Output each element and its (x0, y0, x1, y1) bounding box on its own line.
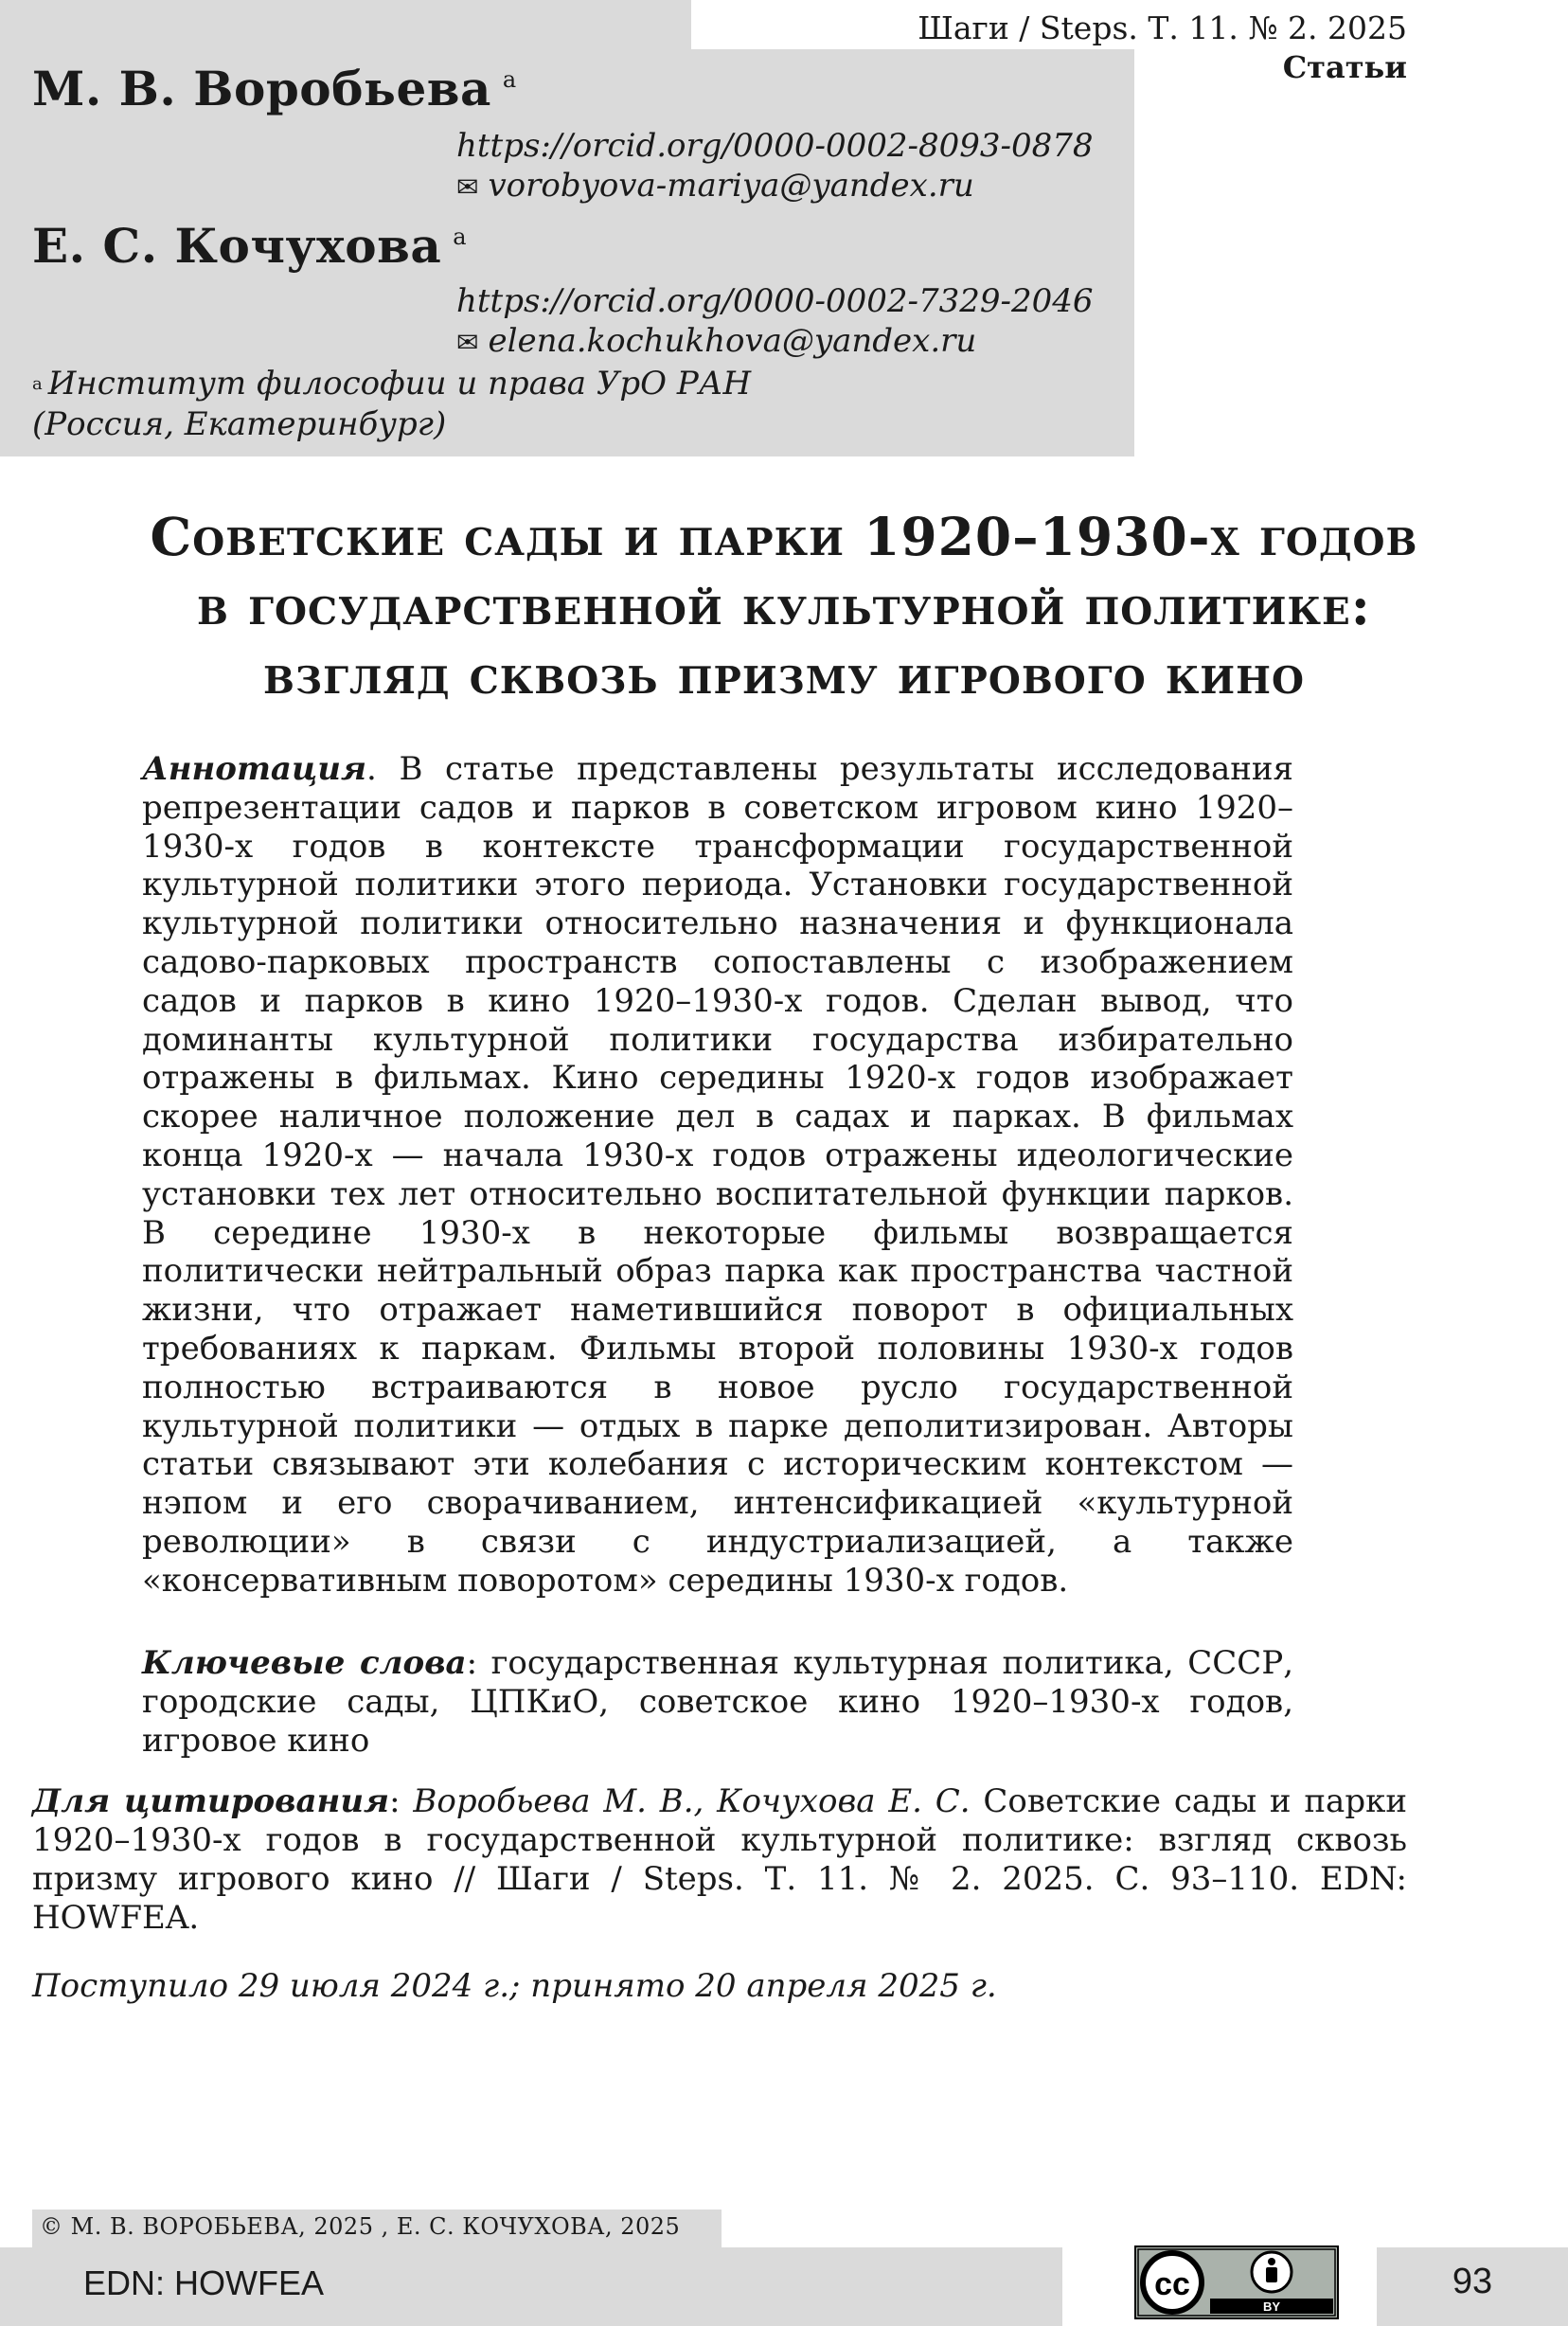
page-number: 93 (1452, 2262, 1493, 2301)
title-line-1: Советские сады и парки 1920–1930-х годов (150, 506, 1418, 567)
keywords: Ключевые слова: государственная культурная политика, СССР, городские сады, ЦПКиО, советское кино 1920–1930-х годов, игровое кино (142, 1644, 1293, 1760)
author-orcid-2[interactable]: https://orcid.org/0000-0002-7329-2046 (456, 282, 1094, 320)
envelope-icon: ✉ (456, 327, 479, 358)
license-text: BY (1262, 2299, 1281, 2314)
svg-text:cc: cc (1154, 2266, 1190, 2302)
envelope-icon: ✉ (456, 171, 479, 203)
abstract: Аннотация. В статье представлены результаты исследования репрезентации садов и парков в советском игровом кино 1920–1930-х годов в контексте трансформации государственной культурной политики этого периода. Установки государственной культурной политики относительно назначения и функционала садово-парковых пространств сопоставлены с изображением садов и парков в кино 1920–1930-х годов. Сделан вывод, что доминанты культурной политики государства избирательно отражены в фильмах. Кино середины 1920-х годов изображает скорее наличное положение дел в садах и парках. В фильмах конца 1920-х — начала 1930-х годов отражены идеологические установки тех лет относительно воспитательной функции парков. В середине 1930-х в некоторые фильмы возвращается политически нейтральный образ парка как пространства частной жизни, что отражает наметившийся поворот в официальных требованиях к паркам. Фильмы второй половины 1930-х годов полностью встраиваются в новое русло государственной культурной политики — отдых в парке деполитизирован. Авторы статьи связывают эти колебания с историческим контекстом — нэпом и его сворачиванием, интенсификацией «культурной революции» в связи с индустриализацией, а также «консервативным поворотом» середины 1930-х годов. (142, 750, 1294, 1600)
article-title (0, 502, 1568, 709)
citation-authors: Воробьева М. В., Кочухова Е. С. (413, 1782, 971, 1820)
cc-by-icon[interactable] (1134, 2245, 1339, 2319)
author-email-2[interactable]: ✉ elena.kochukhova@yandex.ru (456, 322, 977, 360)
citation-text: Советские сады и парки 1920–1930-х годов в государственной культурной политике: взгляд сквозь призму игрового кино // Шаги / Steps. Т. 11. № 2. 2025. С. 93–110. EDN: HOWFEA. (32, 1782, 1408, 1937)
abstract-text: В статье представлены результаты исследования репрезентации садов и парков в советском игровом кино 1920–1930-х годов в контексте трансформации государственной культурной политики этого периода. Установки государственной культурной политики относительно назначения и функционала садово-парковых пространств сопоставлены с изображением садов и парков в кино 1920–1930-х годов. Сделан вывод, что доминанты культурной политики государства избирательно отражены в фильмах. Кино середины 1920-х годов изображает скорее наличное положение дел в садах и парках. В фильмах конца 1920-х — начала 1930-х годов отражены идеологические установки тех лет относительно воспитательной функции парков. В середине 1930-х в некоторые фильмы возвращается политически нейтральный образ парка как пространства частной жизни, что отражает наметившийся поворот в официальных требованиях к паркам. Фильмы второй половины 1930-х годов полностью встраиваются в новое русло государственной культурной политики — отдых в парке деполитизирован. Авторы статьи связывают эти колебания с историческим контекстом — нэпом и его сворачиванием, интенсификацией «культурной революции» в связи с индустриализацией, а также «консервативным поворотом» середины 1930-х годов. (142, 750, 1294, 1600)
copyright: © М. В. ВОРОБЬЕВА, 2025 , Е. С. КОЧУХОВА, 2025 (40, 2213, 681, 2240)
title-line-3: взгляд сквозь призму игрового кино (263, 644, 1305, 706)
citation-label: Для цитирования (32, 1782, 390, 1820)
author-name-2: Е. С. Кочухова $^a$ (32, 218, 468, 274)
author-orcid-1[interactable]: https://orcid.org/0000-0002-8093-0878 (456, 127, 1094, 165)
affiliation: $^a$ Институт философии и права УрО РАН (Россия, Екатеринбург) (32, 365, 752, 443)
author-email-1[interactable]: ✉ vorobyova-mariya@yandex.ru (456, 167, 974, 205)
keywords-text: государственная культурная политика, СССР, городские сады, ЦПКиО, советское кино 1920–1930-х годов, игровое кино (142, 1644, 1293, 1760)
header-strip (0, 0, 691, 49)
edn: EDN: HOWFEA (83, 2263, 325, 2302)
abstract-label: Аннотация (142, 750, 367, 788)
author-name-1: М. В. Воробьева $^a$ (32, 61, 517, 116)
citation: Для цитирования: Воробьева М. В., Кочухова Е. С. Советские сады и парки 1920–1930-х годов в государственной культурной политике: взгляд сквозь призму игрового кино // Шаги / Steps. Т. 11. № 2. 2025. С. 93–110. EDN: HOWFEA. (32, 1782, 1408, 1937)
section-label: Статьи (1282, 49, 1407, 85)
received-dates: Поступило 29 июля 2024 г.; принято 20 апреля 2025 г. (32, 1967, 997, 2005)
journal-info: Шаги / Steps. Т. 11. № 2. 2025 (918, 9, 1407, 46)
keywords-label: Ключевые слова (142, 1644, 467, 1682)
title-line-2: в государственной культурной политике: (196, 575, 1371, 636)
